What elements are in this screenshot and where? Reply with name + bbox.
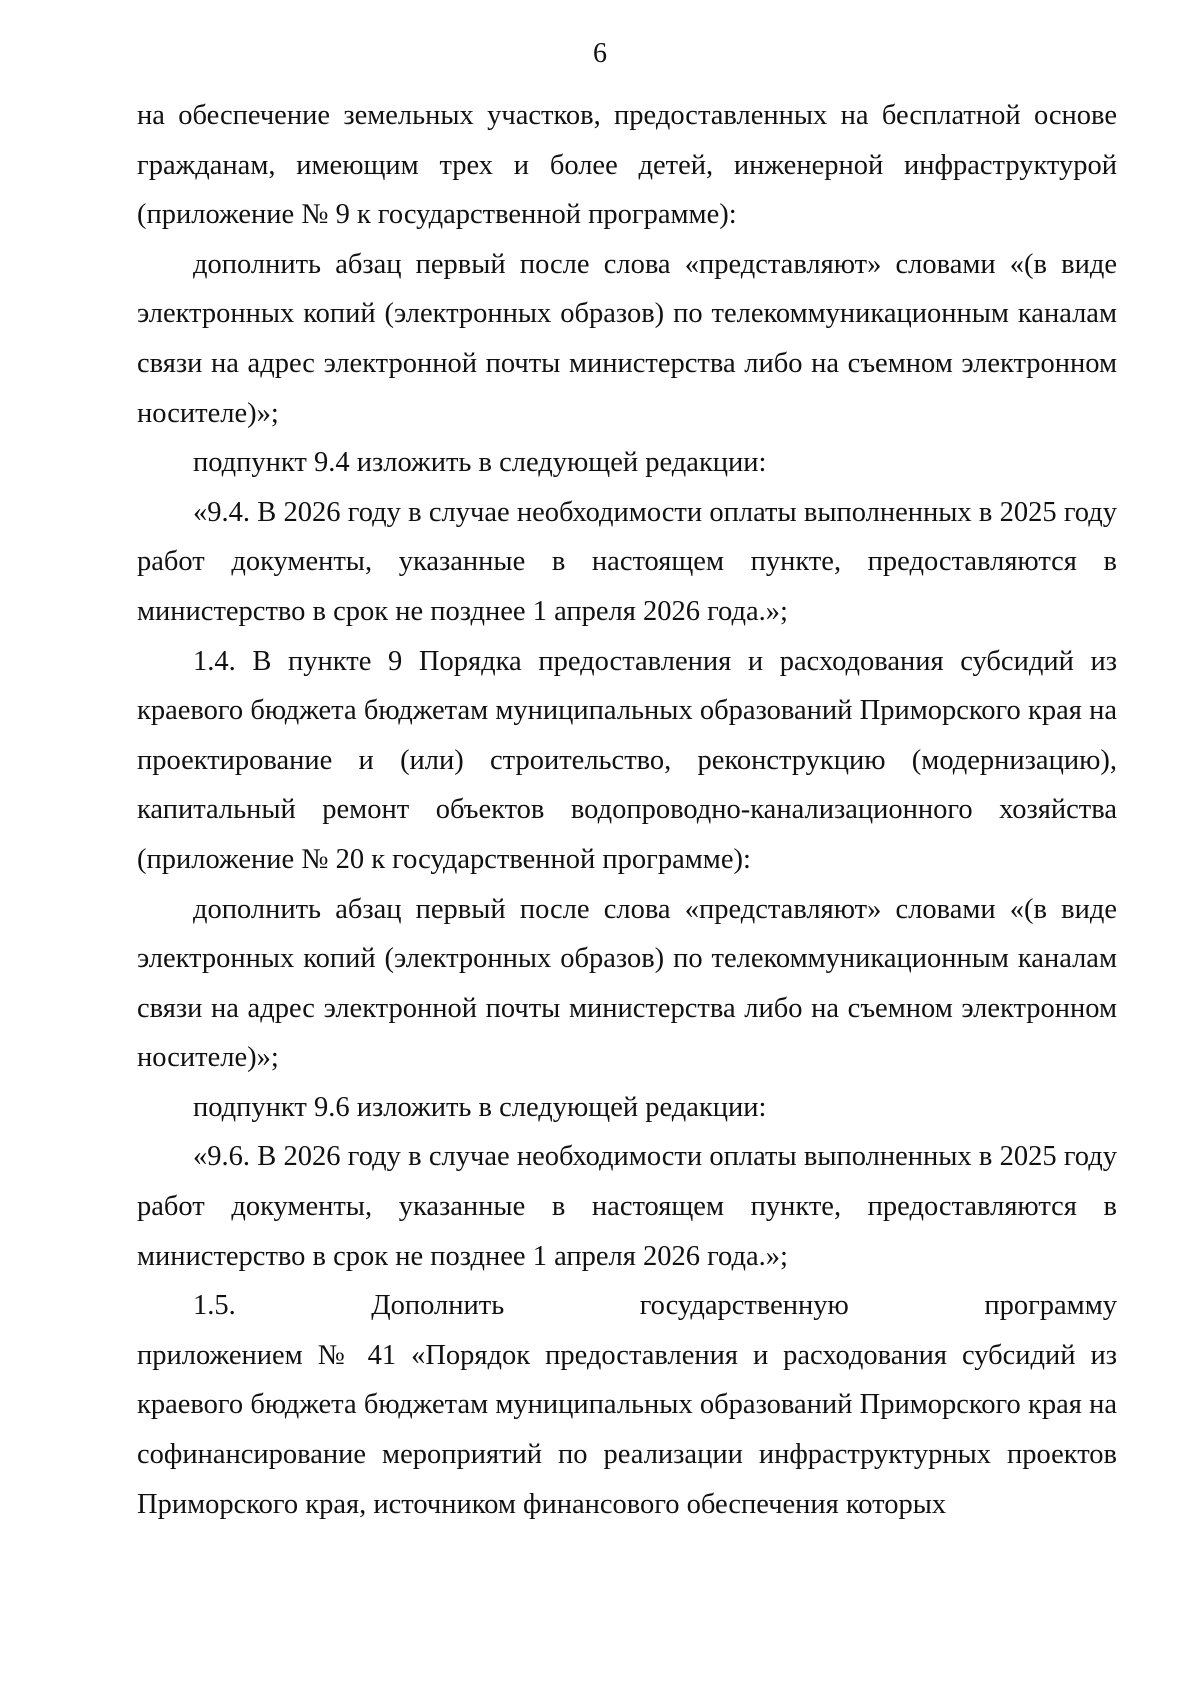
page-number: 6 xyxy=(593,38,607,69)
paragraph-subitem-9-6-text: «9.6. В 2026 году в случае необходимости оплаты выполненных в 2025 году работ документы, указанные в настоящем пункте, предоставляются в министерство в срок не позднее 1 апреля 2026 года.»; xyxy=(137,1141,1117,1272)
item-number: 1.5. xyxy=(193,1290,236,1322)
paragraph-annex-9-heading: на обеспечение земельных участков, предоставленных на бесплатной основе гражданам, имеющим трех и более детей, инженерной инфраструктурой (приложение № 9 к государственной программе): xyxy=(137,100,1117,231)
item-word-state: государственную xyxy=(639,1290,849,1322)
paragraph-supplement-second: дополнить абзац первый после слова «представляют» словами «(в виде электронных копий (электронных образов) по телекоммуникационным каналам связи на адрес электронной почты министерства либо на съемном электронном носителе)»; xyxy=(137,893,1117,1074)
document-body xyxy=(137,91,1117,1529)
item-word-program: программу xyxy=(984,1290,1117,1322)
paragraph-subitem-9-6-intro: подпункт 9.6 изложить в следующей редакции: xyxy=(193,1091,767,1123)
paragraph-supplement-first: дополнить абзац первый после слова «представляют» словами «(в виде электронных копий (электронных образов) по телекоммуникационным каналам связи на адрес электронной почты министерства либо на съемном электронном носителе)»; xyxy=(137,248,1117,429)
paragraph-subitem-9-4-intro: подпункт 9.4 изложить в следующей редакции: xyxy=(193,447,767,479)
paragraph-item-1-4: 1.4. В пункте 9 Порядка предоставления и расходования субсидий из краевого бюджета бюджетам муниципальных образований Приморского края на проектирование и (или) строительство, реконструкцию (модернизацию), капитальный ремонт объектов водопроводно-канализационного хозяйства (приложение № 20 к государственной программе): xyxy=(137,645,1117,875)
paragraph-item-1-5-first-line xyxy=(137,1281,1117,1331)
paragraph-item-1-5-continuation: приложением № 41 «Порядок предоставления и расходования субсидий из краевого бюджета бюджетам муниципальных образований Приморского края на софинансирование мероприятий по реализации инфраструктурных проектов Приморского края, источником финансового обеспечения которых xyxy=(137,1339,1117,1520)
item-word-supplement: Дополнить xyxy=(371,1290,505,1322)
paragraph-subitem-9-4-text: «9.4. В 2026 году в случае необходимости оплаты выполненных в 2025 году работ документы, указанные в настоящем пункте, предоставляются в министерство в срок не позднее 1 апреля 2026 года.»; xyxy=(137,496,1117,627)
